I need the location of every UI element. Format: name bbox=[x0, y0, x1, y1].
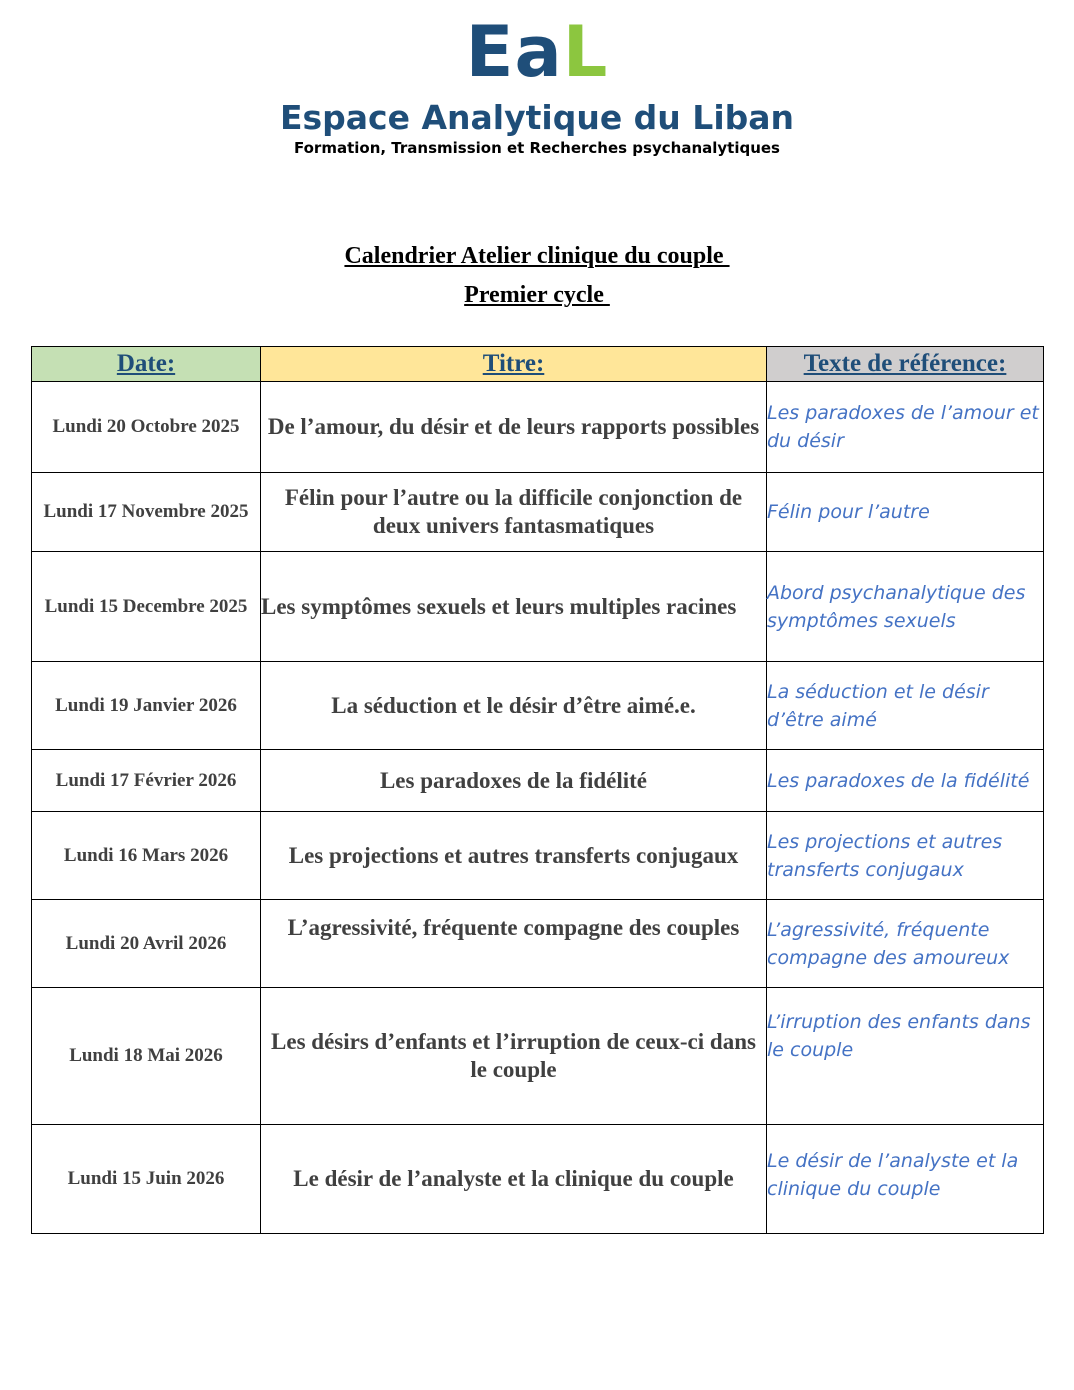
texte-cell: Le désir de l’analyste et la clinique du couple bbox=[767, 1125, 1044, 1234]
texte-cell: L’irruption des enfants dans le couple bbox=[767, 988, 1044, 1125]
date-cell: Lundi 16 Mars 2026 bbox=[32, 812, 261, 900]
date-cell: Lundi 17 Février 2026 bbox=[32, 750, 261, 812]
table-row bbox=[32, 900, 1044, 988]
organization-subtitle: Formation, Transmission et Recherches psychanalytiques bbox=[293, 139, 780, 157]
date-cell: Lundi 17 Novembre 2025 bbox=[32, 473, 261, 552]
date-cell: Lundi 20 Avril 2026 bbox=[32, 900, 261, 988]
titre-cell: Le désir de l’analyste et la clinique du couple bbox=[261, 1125, 767, 1234]
logo-l-text: L bbox=[562, 11, 609, 93]
table-row bbox=[32, 473, 1044, 552]
titre-cell: Les désirs d’enfants et l’irruption de ceux-ci dans le couple bbox=[261, 988, 767, 1125]
date-cell: Lundi 15 Decembre 2025 bbox=[32, 552, 261, 662]
column-header-titre: Titre: bbox=[261, 347, 767, 382]
document-subtitle: Premier cycle bbox=[464, 282, 610, 308]
date-cell: Lundi 20 Octobre 2025 bbox=[32, 382, 261, 473]
column-header-texte: Texte de référence: bbox=[767, 347, 1044, 382]
texte-cell: Les paradoxes de l’amour et du désir bbox=[767, 382, 1044, 473]
eal-logo bbox=[0, 12, 1074, 92]
titre-cell: Les symptômes sexuels et leurs multiples racines bbox=[261, 552, 767, 662]
column-header-date: Date: bbox=[32, 347, 261, 382]
titre-cell: Les projections et autres transferts conjugaux bbox=[261, 812, 767, 900]
organization-name: Espace Analytique du Liban bbox=[279, 98, 795, 137]
titre-cell: Les paradoxes de la fidélité bbox=[261, 750, 767, 812]
table-row bbox=[32, 382, 1044, 473]
date-cell: Lundi 15 Juin 2026 bbox=[32, 1125, 261, 1234]
titre-cell: La séduction et le désir d’être aimé.e. bbox=[261, 662, 767, 750]
texte-cell: Félin pour l’autre bbox=[767, 473, 1044, 552]
table-header-row bbox=[32, 347, 1044, 382]
titre-cell: Félin pour l’autre ou la difficile conjonction de deux univers fantasmatiques bbox=[261, 473, 767, 552]
calendar-table bbox=[31, 346, 1044, 1234]
texte-cell: Les projections et autres transferts conjugaux bbox=[767, 812, 1044, 900]
table-row bbox=[32, 662, 1044, 750]
document-title: Calendrier Atelier clinique du couple bbox=[344, 243, 730, 269]
titre-cell: De l’amour, du désir et de leurs rapports possibles bbox=[261, 382, 767, 473]
texte-cell: Abord psychanalytique des symptômes sexuels bbox=[767, 552, 1044, 662]
texte-cell: La séduction et le désir d’être aimé bbox=[767, 662, 1044, 750]
logo-ea-text: Ea bbox=[465, 11, 563, 93]
table-row bbox=[32, 750, 1044, 812]
titre-cell: L’agressivité, fréquente compagne des couples bbox=[261, 900, 767, 988]
texte-cell: Les paradoxes de la fidélité bbox=[767, 750, 1044, 812]
table-row bbox=[32, 1125, 1044, 1234]
texte-cell: L’agressivité, fréquente compagne des amoureux bbox=[767, 900, 1044, 988]
date-cell: Lundi 18 Mai 2026 bbox=[32, 988, 261, 1125]
table-row bbox=[32, 988, 1044, 1125]
table-row bbox=[32, 812, 1044, 900]
table-row bbox=[32, 552, 1044, 662]
date-cell: Lundi 19 Janvier 2026 bbox=[32, 662, 261, 750]
